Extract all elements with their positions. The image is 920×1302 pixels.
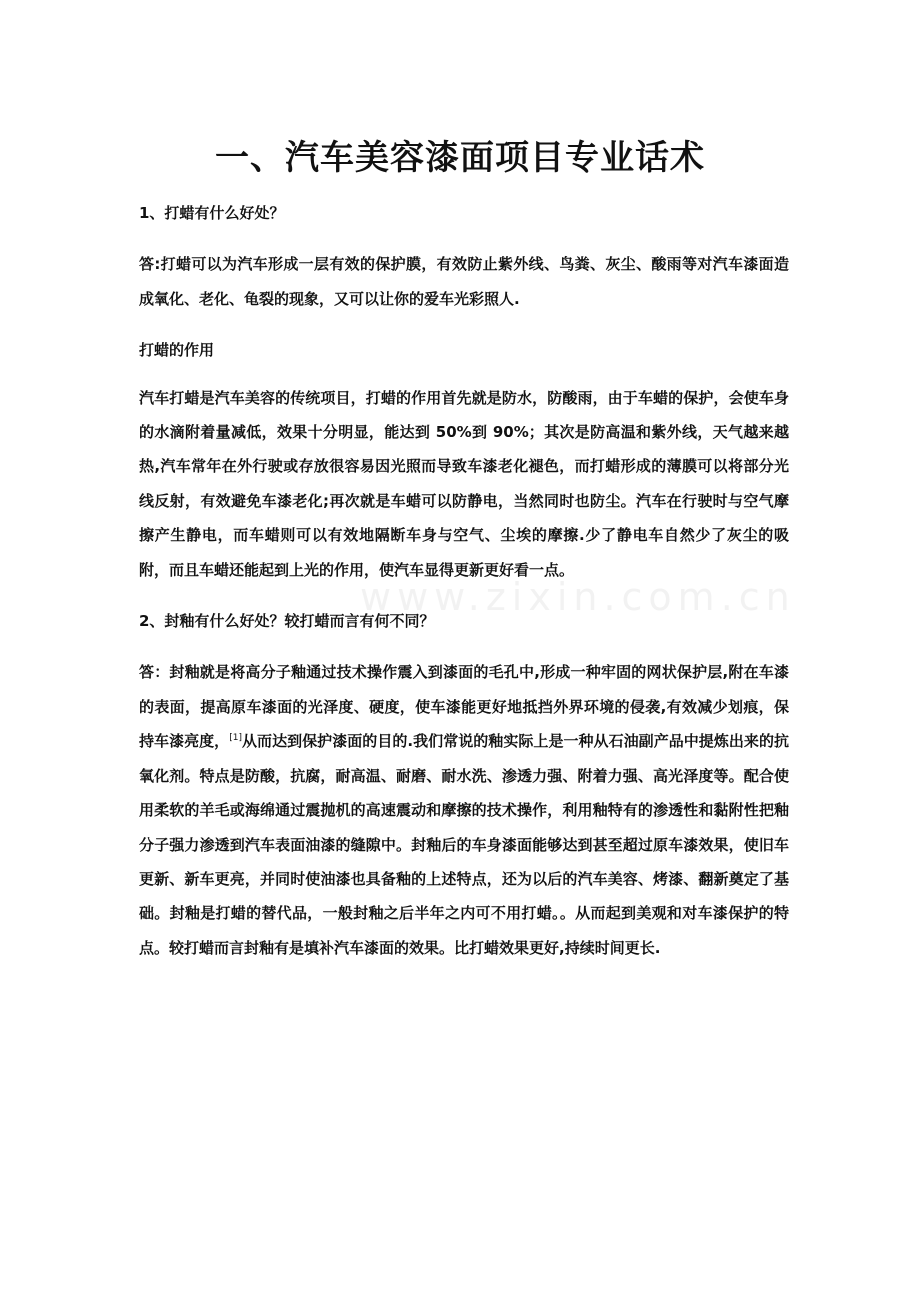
answer-2-part-1: 答：封釉就是将高分子釉通过技术操作震入到漆面的毛孔中,形成一种牢固的网状保护层,附在车漆的表面，提高原车漆面的光泽度、硬度，使车漆能更好地抵挡外界环境的侵袭,有效减少划痕，保持车漆亮度， [139, 663, 789, 751]
question-1: 1、打蜡有什么好处？ [139, 204, 285, 222]
question-2: 2、封釉有什么好处？较打蜡而言有何不同？ [139, 612, 435, 631]
watermark: www.zixin.com.cn [360, 575, 796, 619]
answer-1: 答:打蜡可以为汽车形成一层有效的保护膜，有效防止紫外线、鸟粪、灰尘、酸雨等对汽车漆面造成氧化、老化、龟裂的现象，又可以让你的爱车光彩照人. [139, 255, 789, 308]
answer-2-part-2: 从而达到保护漆面的目的.我们常说的釉实际上是一种从石油副产品中提炼出来的抗氧化剂。特点是防酸，抗腐，耐高温、耐磨、耐水洗、渗透力强、附着力强、高光泽度等。配合使用柔软的羊毛或海绵通过震抛机的高速震动和摩擦的技术操作，利用釉特有的渗透性和黏附性把釉分子强力渗透到汽车表面油漆的缝隙中。封釉后的车身漆面能够达到甚至超过原车漆效果，使旧车更新、新车更亮，并同时使油漆也具备釉的上述特点，还为以后的汽车美容、烤漆、翻新奠定了基础。封釉是打蜡的替代品，一般封釉之后半年之内可不用打蜡。。从而起到美观和对车漆保护的特点。较打蜡而言封釉有是填补汽车漆面的效果。比打蜡效果更好,持续时间更长. [139, 732, 789, 957]
answer-2 [139, 655, 789, 965]
subheading-wax-function: 打蜡的作用 [139, 341, 215, 360]
page-title: 一、汽车美容漆面项目专业话术 [215, 138, 705, 178]
reference-marker: [1] [229, 733, 242, 744]
document-body [139, 196, 789, 982]
paragraph-wax-function: 汽车打蜡是汽车美容的传统项目，打蜡的作用首先就是防水，防酸雨，由于车蜡的保护，会使车身的水滴附着量减低，效果十分明显，能达到 50%到 90%；其次是防高温和紫外线，天气越来越热,汽车常年在外行驶或存放很容易因光照而导致车漆老化褪色，而打蜡形成的薄膜可以将部分光线反射，有效避免车漆老化;再次就是车蜡可以防静电，当然同时也防尘。汽车在行驶时与空气摩擦产生静电，而车蜡则可以有效地隔断车身与空气、尘埃的摩擦.少了静电车自然少了灰尘的吸附，而且车蜡还能起到上光的作用，使汽车显得更新更好看一点。 [139, 388, 789, 579]
